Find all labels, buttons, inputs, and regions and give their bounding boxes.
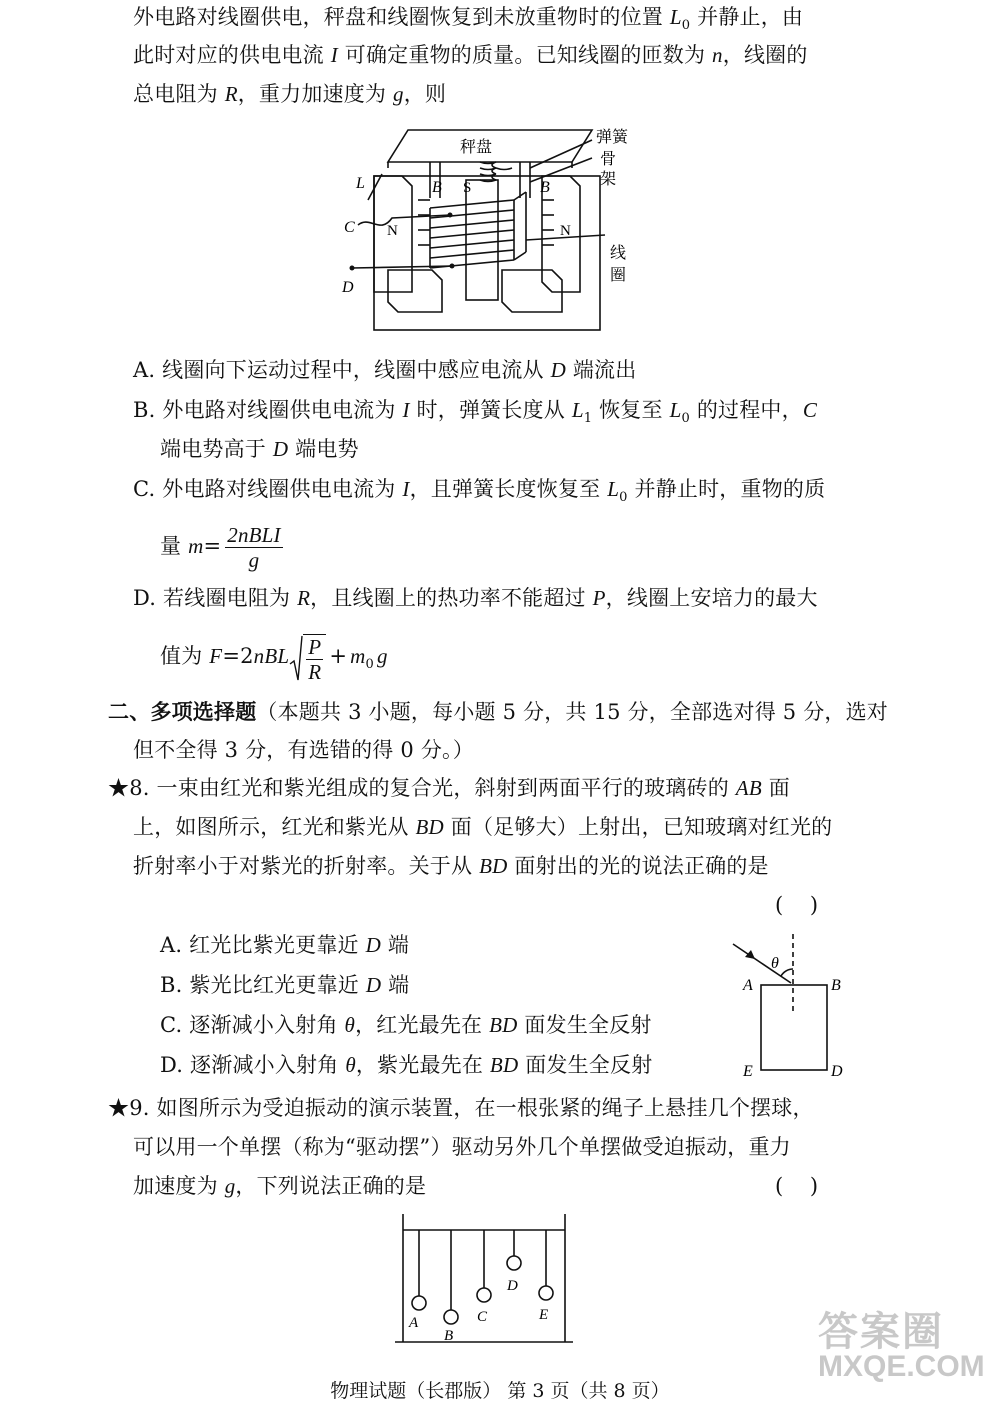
spring-shape	[480, 162, 512, 182]
text: 并静止时，重物的质	[627, 477, 826, 501]
incident-ray	[733, 944, 791, 983]
var: g	[224, 1174, 236, 1198]
pan-label: 秤盘	[459, 139, 493, 156]
frame-label-2: 架	[600, 171, 617, 188]
var: AB	[735, 776, 762, 800]
text: 面	[761, 776, 790, 800]
var: D	[550, 358, 566, 382]
text: ，则	[403, 82, 447, 106]
page-footer: 物理试题（长郡版） 第 3 页（共 8 页）	[330, 1380, 670, 1402]
sub: 0	[681, 411, 690, 427]
text: 但不全得 3 分，有选错的得 0 分。）	[133, 738, 474, 762]
denominator: R	[308, 660, 322, 684]
sub: 0	[365, 657, 374, 673]
var: L	[669, 5, 682, 29]
q7-option-C-line2	[160, 518, 287, 574]
q7-option-A	[133, 355, 636, 385]
text: 面发生全反射	[518, 1053, 653, 1077]
q8-line2	[133, 812, 832, 842]
text: C. 逐渐减小入射角	[160, 1013, 345, 1037]
var: R	[224, 82, 238, 106]
watermark-url: MXQE.COM	[818, 1350, 985, 1383]
var: g	[393, 82, 404, 106]
text: B. 紫光比红光更靠近	[160, 973, 366, 997]
text: ，且弹簧长度恢复至	[409, 477, 608, 501]
text: ，红光最先在	[355, 1013, 490, 1037]
text: ，线圈上安培力的最大	[605, 586, 818, 610]
q7-option-B-line2	[160, 434, 359, 464]
B-label: B	[831, 977, 841, 994]
pendulum-C	[477, 1288, 491, 1302]
core	[466, 180, 498, 300]
intro-line-1	[133, 2, 803, 41]
var: P	[592, 586, 606, 610]
N-right-label: N	[560, 223, 571, 239]
text: 端	[380, 933, 410, 957]
pendulum-A	[412, 1296, 426, 1310]
text: =	[203, 534, 222, 558]
text: 面发生全反射	[517, 1013, 652, 1037]
text: B. 外电路对线圈供电电流为	[133, 398, 403, 422]
glass-brick	[761, 985, 827, 1070]
text: 可以用一个单摆（称为“驱动摆”）驱动另外几个单摆做受迫振动，重力	[133, 1135, 791, 1159]
text: 端流出	[565, 358, 637, 382]
text: ，线圈的	[722, 43, 808, 67]
text: 8. 一束由红光和紫光组成的复合光，斜射到两面平行的玻璃砖的	[129, 776, 736, 800]
scale-diagram	[330, 120, 640, 335]
theta-label: θ	[771, 955, 779, 972]
text: 时，弹簧长度从	[409, 398, 572, 422]
q8-option-A	[160, 930, 409, 960]
section2-line1	[108, 697, 888, 727]
text: 折射率小于对紫光的折射率。关于从	[133, 854, 480, 878]
intro-line-2	[133, 40, 808, 70]
B-label: B	[444, 1328, 454, 1344]
D-label: D	[507, 1278, 518, 1294]
q7-option-D	[133, 583, 818, 613]
var: D	[365, 973, 382, 997]
text: C. 外电路对线圈供电电流为	[133, 477, 403, 501]
B-left-label: B	[432, 179, 442, 196]
var: I	[330, 43, 338, 67]
var: θ	[345, 1053, 356, 1077]
text: D. 若线圈电阻为	[133, 586, 298, 610]
var: BD	[489, 1013, 518, 1037]
var: I	[402, 398, 410, 422]
text: 端电势	[288, 437, 359, 461]
pendulum-D	[507, 1256, 521, 1270]
B-right-label: B	[540, 179, 550, 196]
E-label: E	[539, 1307, 549, 1323]
var: g	[376, 644, 388, 668]
D-label: D	[831, 1063, 843, 1080]
q8-answer-bracket: ( )	[775, 893, 819, 917]
text: 并静止，由	[690, 5, 804, 29]
text: +	[329, 644, 348, 668]
sub: 0	[681, 18, 691, 34]
text: 加速度为	[133, 1174, 225, 1198]
text: 恢复至	[592, 398, 670, 422]
text: ，紫光最先在	[355, 1053, 490, 1077]
var: BD	[479, 854, 508, 878]
var: C	[802, 398, 818, 422]
var: I	[402, 477, 410, 501]
text: 端电势高于	[160, 437, 273, 461]
text: A. 线圈向下运动过程中，线圈中感应电流从	[133, 358, 551, 382]
pendulum-B	[444, 1310, 458, 1324]
q7-option-C	[133, 474, 825, 513]
numerator: 2nBLI	[227, 523, 281, 547]
text: 总电阻为	[133, 82, 225, 106]
text: 值为	[160, 644, 210, 668]
mass-fraction	[225, 523, 283, 572]
var: BD	[415, 815, 444, 839]
text: 量	[160, 534, 189, 558]
A-label: A	[409, 1315, 419, 1331]
coil-label-2: 圈	[610, 267, 627, 284]
S-label: S	[463, 180, 472, 196]
numerator: P	[308, 635, 322, 659]
q8-option-C	[160, 1010, 652, 1040]
text: （本题共 3 小题，每小题 5 分，共 15 分，全部选对得 5 分，选对	[256, 700, 889, 724]
text: ，下列说法正确的是	[235, 1174, 427, 1198]
var: L	[571, 398, 584, 422]
var: D	[365, 933, 381, 957]
var: nBL	[253, 644, 290, 668]
text: 端	[381, 973, 410, 997]
section-title: 二、多项选择题	[108, 699, 257, 724]
var: L	[669, 398, 682, 422]
C-label: C	[477, 1309, 488, 1325]
q9-line1	[108, 1093, 814, 1123]
var: D	[272, 437, 289, 461]
q8-option-B	[160, 970, 409, 1000]
text: 外电路对线圈供电，秤盘和线圈恢复到未放重物时的位置	[133, 5, 670, 29]
q9-line3	[133, 1171, 426, 1201]
frame-label-1: 骨	[600, 151, 617, 168]
coil	[430, 192, 526, 268]
var: m	[188, 534, 204, 558]
var: θ	[344, 1013, 356, 1037]
star-icon: ★	[108, 776, 130, 800]
text: ，且线圈上的热功率不能超过	[310, 586, 593, 610]
var: m	[350, 644, 366, 668]
spring-label: 弹簧	[596, 129, 629, 146]
q8-option-D	[160, 1050, 652, 1080]
denominator: g	[248, 548, 260, 572]
var: BD	[489, 1053, 519, 1077]
coil-label-1: 线	[610, 245, 627, 262]
D-label: D	[342, 279, 354, 296]
var: n	[712, 43, 723, 67]
var: R	[297, 586, 311, 610]
watermark-logo: 答案圈	[818, 1310, 944, 1354]
q8-line3	[133, 851, 769, 881]
text: D. 逐渐减小入射角	[160, 1053, 346, 1077]
pendulum-diagram	[395, 1210, 575, 1345]
glass-brick-diagram	[725, 928, 855, 1083]
q9-answer-bracket: ( )	[775, 1174, 819, 1198]
var: F	[209, 644, 223, 668]
sub: 0	[619, 490, 628, 506]
text: 上，如图所示，红光和紫光从	[133, 815, 416, 839]
star-icon: ★	[108, 1096, 130, 1120]
N-left-label: N	[387, 223, 398, 239]
q7-option-D-line2	[160, 628, 388, 693]
text: 面（足够大）上射出，已知玻璃对红光的	[443, 815, 833, 839]
text: 的过程中，	[689, 398, 803, 422]
text: =2	[222, 644, 254, 668]
text: 面射出的光的说法正确的是	[507, 854, 769, 878]
text: 此时对应的供电电流	[133, 43, 331, 67]
q8-line1	[108, 773, 790, 803]
text: A. 红光比紫光更靠近	[160, 933, 366, 957]
text: 可确定重物的质量。已知线圈的匝数为	[337, 43, 713, 67]
E-label: E	[743, 1063, 753, 1080]
intro-line-3	[133, 79, 446, 109]
C-label: C	[344, 219, 355, 236]
q9-line2	[133, 1132, 791, 1162]
section2-line2	[133, 735, 474, 765]
text: 9. 如图所示为受迫振动的演示装置，在一根张紧的绳子上悬挂几个摆球，	[129, 1096, 814, 1120]
L-label: L	[356, 175, 365, 192]
A-label: A	[743, 977, 753, 994]
sub: 1	[583, 411, 593, 427]
q7-option-B	[133, 395, 817, 434]
var: L	[607, 477, 620, 501]
sqrt-sign	[289, 630, 326, 686]
pendulum-E	[539, 1286, 553, 1300]
text: ，重力加速度为	[237, 82, 393, 106]
